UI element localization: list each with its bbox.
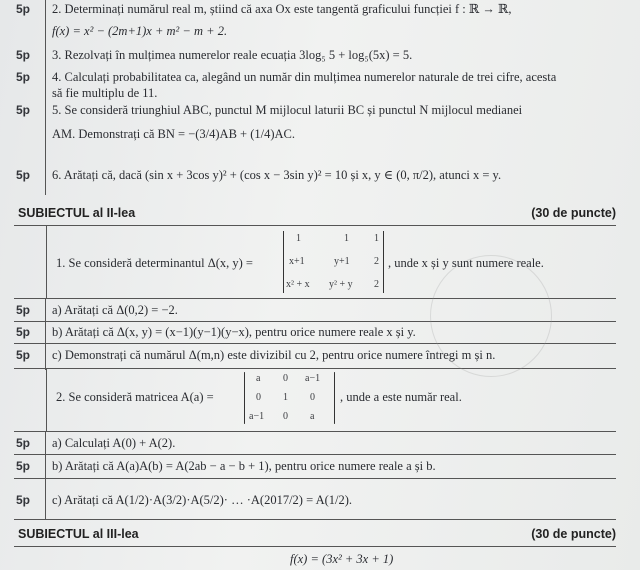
points-column-divider	[45, 0, 46, 195]
item-text: b) Arătați că A(a)A(b) = A(2ab − a − b + 1), pentru orice numere reale a și b.	[52, 459, 436, 473]
det-cell: 1	[296, 233, 301, 244]
item-text: , unde a este număr real.	[340, 390, 462, 404]
item-text: 3. Rezolvați în mulțimea numerelor reale ecuația 3log₅ 5 + log₅(5x) = 5.	[52, 48, 413, 62]
section-title: SUBIECTUL al III-lea	[18, 527, 139, 541]
row-divider	[14, 478, 616, 479]
matrix-cell: 0	[256, 392, 261, 403]
item-points: 5p	[16, 103, 31, 117]
matrix-cell: 0	[283, 411, 288, 422]
section-2-header	[18, 206, 616, 220]
matrix-cell: 0	[283, 373, 288, 384]
determinant-right-bar	[383, 231, 384, 293]
det-cell: 1	[344, 233, 349, 244]
item-text: a) Calculați A(0) + A(2).	[52, 436, 176, 450]
section-score: (30 de puncte)	[531, 527, 616, 541]
item-text: să fie multiplu de 11.	[52, 86, 158, 100]
item-text: 5. Se consideră triunghiul ABC, punctul M mijlocul laturii BC și punctul N mijlocul medianei	[52, 103, 523, 117]
section-score: (30 de puncte)	[531, 206, 616, 220]
item-points: 5p	[16, 348, 31, 362]
matrix-right-paren	[334, 372, 335, 424]
item-points: 5p	[16, 325, 31, 339]
item-text: f(x) = x² − (2m+1)x + m² − m + 2.	[52, 24, 228, 38]
item-text: 2. Determinați numărul real m, știind că axa Ox este tangentă graficului funcției f : ℝ → ℝ,	[52, 2, 512, 16]
matrix-cell: a−1	[249, 411, 265, 422]
item-text: 4. Calculați probabilitatea ca, alegând un număr din mulțimea numerelor naturale de trei cifre, acesta	[52, 70, 557, 84]
det-cell: y+1	[334, 256, 350, 267]
row-divider	[14, 454, 616, 455]
item-points: 5p	[16, 436, 31, 450]
item-text: a) Arătați că Δ(0,2) = −2.	[52, 303, 178, 317]
matrix-left-paren	[244, 372, 245, 424]
points-column-divider	[45, 431, 46, 519]
item-points: 5p	[16, 303, 31, 317]
det-cell: y² + y	[329, 279, 353, 290]
points-column-divider	[45, 298, 46, 370]
item-text: c) Arătați că A(1/2)·A(3/2)·A(5/2)· … ·A(2017/2) = A(1/2).	[52, 493, 353, 507]
det-cell: x+1	[289, 256, 305, 267]
item-points: 5p	[16, 168, 31, 182]
item-text: 6. Arătați că, dacă (sin x + 3cos y)² + (cos x − 3sin y)² = 10 și x, y ∈ (0, π/2), atunci x = y.	[52, 168, 502, 182]
faint-stamp-mark	[430, 255, 552, 377]
determinant-left-bar	[283, 231, 284, 293]
item-text: AM. Demonstrați că BN = −(3/4)AB + (1/4)AC.	[52, 127, 295, 141]
item-points: 5p	[16, 48, 31, 62]
row-divider	[14, 431, 616, 432]
item-points: 5p	[16, 2, 31, 16]
item-points: 5p	[16, 459, 31, 473]
matrix-cell: 0	[310, 392, 315, 403]
item-text: c) Demonstrați că numărul Δ(m,n) este divizibil cu 2, pentru orice numere întregi m și n.	[52, 348, 496, 362]
item-text: b) Arătați că Δ(x, y) = (x−1)(y−1)(y−x), pentru orice numere reale x și y.	[52, 325, 416, 339]
item-points: 5p	[16, 493, 31, 507]
item-text: 2. Se consideră matricea A(a) =	[56, 390, 214, 404]
section-3-header	[18, 527, 616, 541]
section-title: SUBIECTUL al II-lea	[18, 206, 136, 220]
row-divider	[14, 519, 616, 520]
matrix-cell: a	[256, 373, 261, 384]
matrix-cell: a	[310, 411, 315, 422]
det-cell: x² + x	[286, 279, 310, 290]
matrix-cell: 1	[283, 392, 288, 403]
det-cell: 2	[374, 279, 379, 290]
item-text: , unde x și y sunt numere reale.	[388, 256, 544, 270]
matrix-cell: a−1	[305, 373, 321, 384]
det-cell: 1	[374, 233, 379, 244]
item-points: 5p	[16, 70, 31, 84]
det-cell: 2	[374, 256, 379, 267]
item-text: 1. Se consideră determinantul Δ(x, y) =	[56, 256, 253, 270]
section-divider	[14, 546, 616, 547]
item-text: f(x) = (3x² + 3x + 1)	[290, 552, 394, 566]
